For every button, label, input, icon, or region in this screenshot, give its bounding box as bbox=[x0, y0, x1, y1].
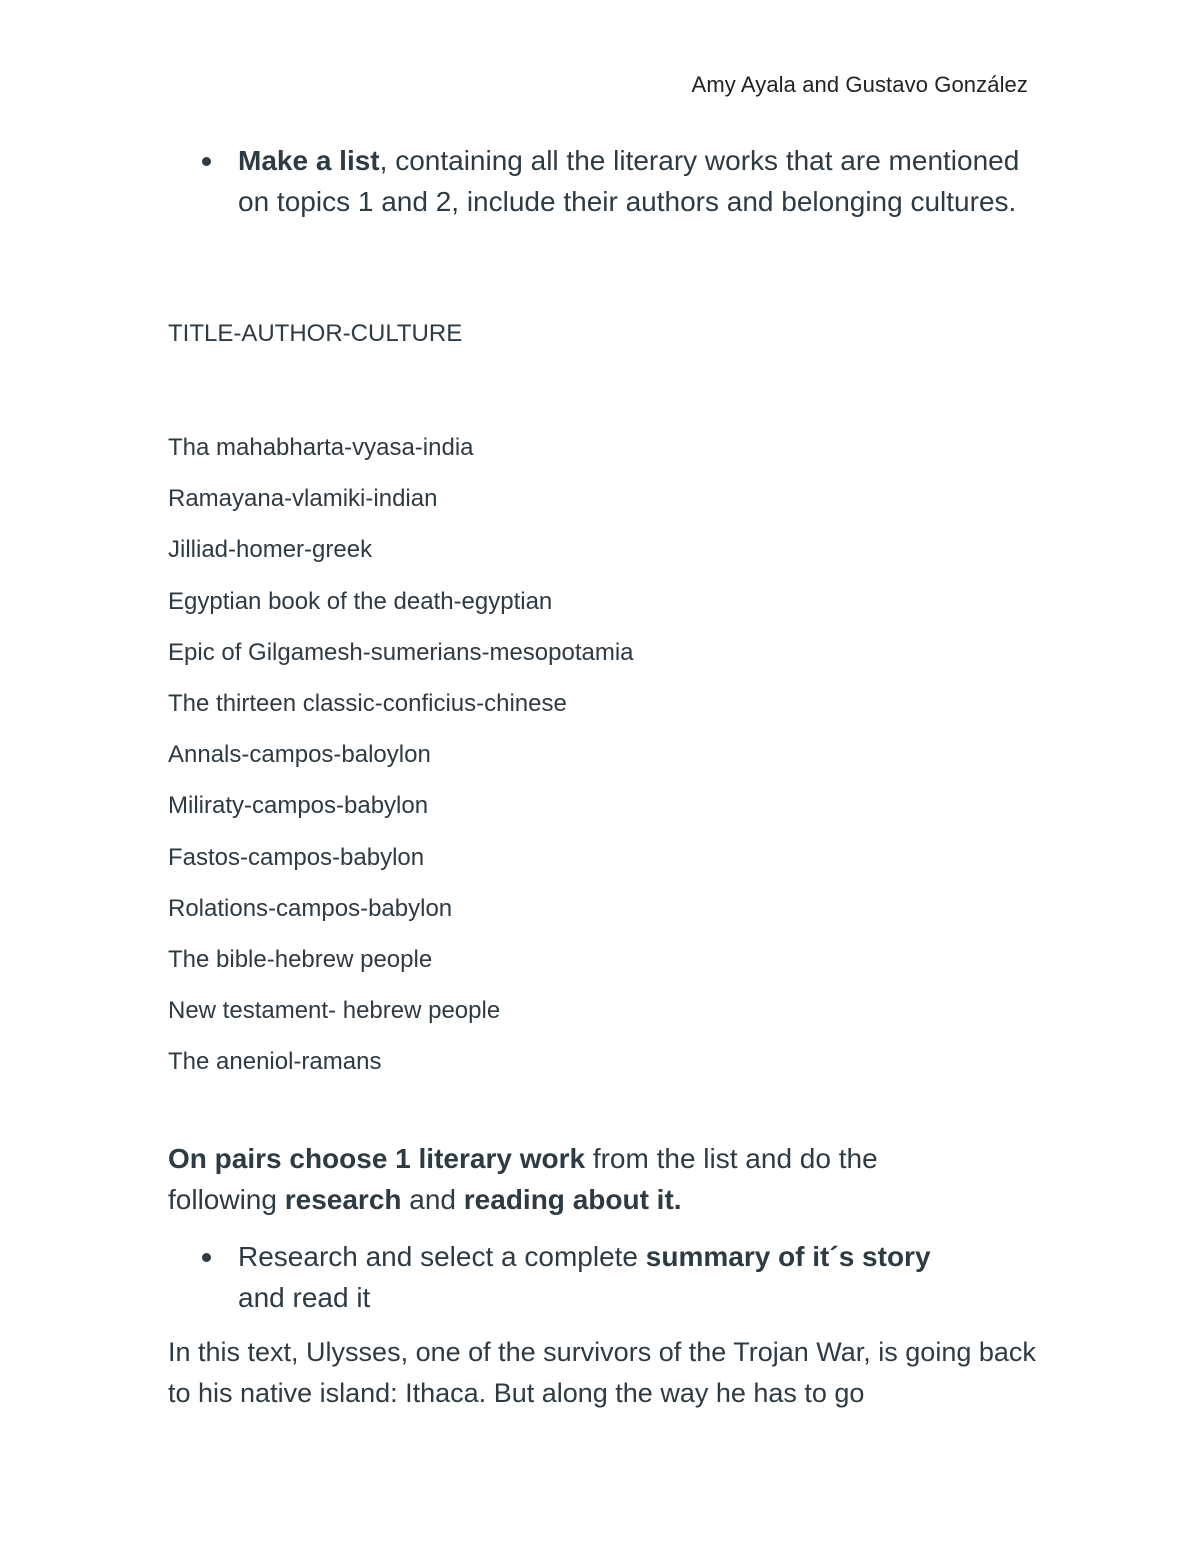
bullet-dot-icon bbox=[202, 157, 211, 166]
list-item: Egyptian book of the death-egyptian bbox=[168, 587, 553, 615]
list-heading: TITLE-AUTHOR-CULTURE bbox=[168, 320, 463, 347]
list-item: Jilliad-homer-greek bbox=[168, 536, 373, 564]
document-header-authors: Amy Ayala and Gustavo González bbox=[691, 72, 1028, 97]
list-item: Tha mahabharta-vyasa-india bbox=[168, 434, 474, 461]
instruction-bold-1: On pairs choose 1 literary work bbox=[168, 1143, 586, 1174]
list-item: Epic of Gilgamesh-sumerians-mesopotamia bbox=[168, 638, 634, 666]
pairs-instruction bbox=[168, 1138, 988, 1220]
list-item: The bible-hebrew people bbox=[168, 945, 433, 973]
bullet-dot-icon bbox=[202, 1253, 211, 1262]
list-item: Fastos-campos-babylon bbox=[168, 843, 425, 871]
list-item: Ramayana-vlamiki-indian bbox=[168, 485, 438, 513]
task-make-list-text: , containing all the literary works that are mentioned on topics 1 and 2, include their authors and belonging cultures. bbox=[238, 145, 1020, 217]
task-make-list-bold: Make a list bbox=[238, 145, 380, 176]
summary-paragraph: In this text, Ulysses, one of the survivors of the Trojan War, is going back to his native island: Ithaca. But along the way he has to go bbox=[168, 1337, 1036, 1408]
task-research-text-1: Research and select a complete bbox=[238, 1241, 646, 1272]
literary-works-list bbox=[168, 422, 634, 1087]
instruction-text-2: and bbox=[401, 1184, 464, 1215]
instruction-bold-3: reading about it. bbox=[463, 1184, 682, 1215]
task-make-list-bullet bbox=[238, 140, 1038, 222]
instruction-text-1: from the list and do the following bbox=[168, 1143, 878, 1215]
list-item: New testament- hebrew people bbox=[168, 997, 501, 1025]
task-research-bullet bbox=[238, 1236, 938, 1318]
instruction-bold-2: research bbox=[284, 1184, 402, 1215]
list-item: Miliraty-campos-babylon bbox=[168, 792, 429, 820]
task-research-bold: summary of it´s story bbox=[645, 1241, 931, 1272]
list-item: Rolations-campos-babylon bbox=[168, 894, 453, 922]
list-item: The thirteen classic-conficius-chinese bbox=[168, 689, 567, 717]
list-item: Annals-campos-baloylon bbox=[168, 741, 431, 769]
list-item: The aneniol-ramans bbox=[168, 1048, 382, 1076]
task-research-text-2: and read it bbox=[238, 1282, 371, 1313]
